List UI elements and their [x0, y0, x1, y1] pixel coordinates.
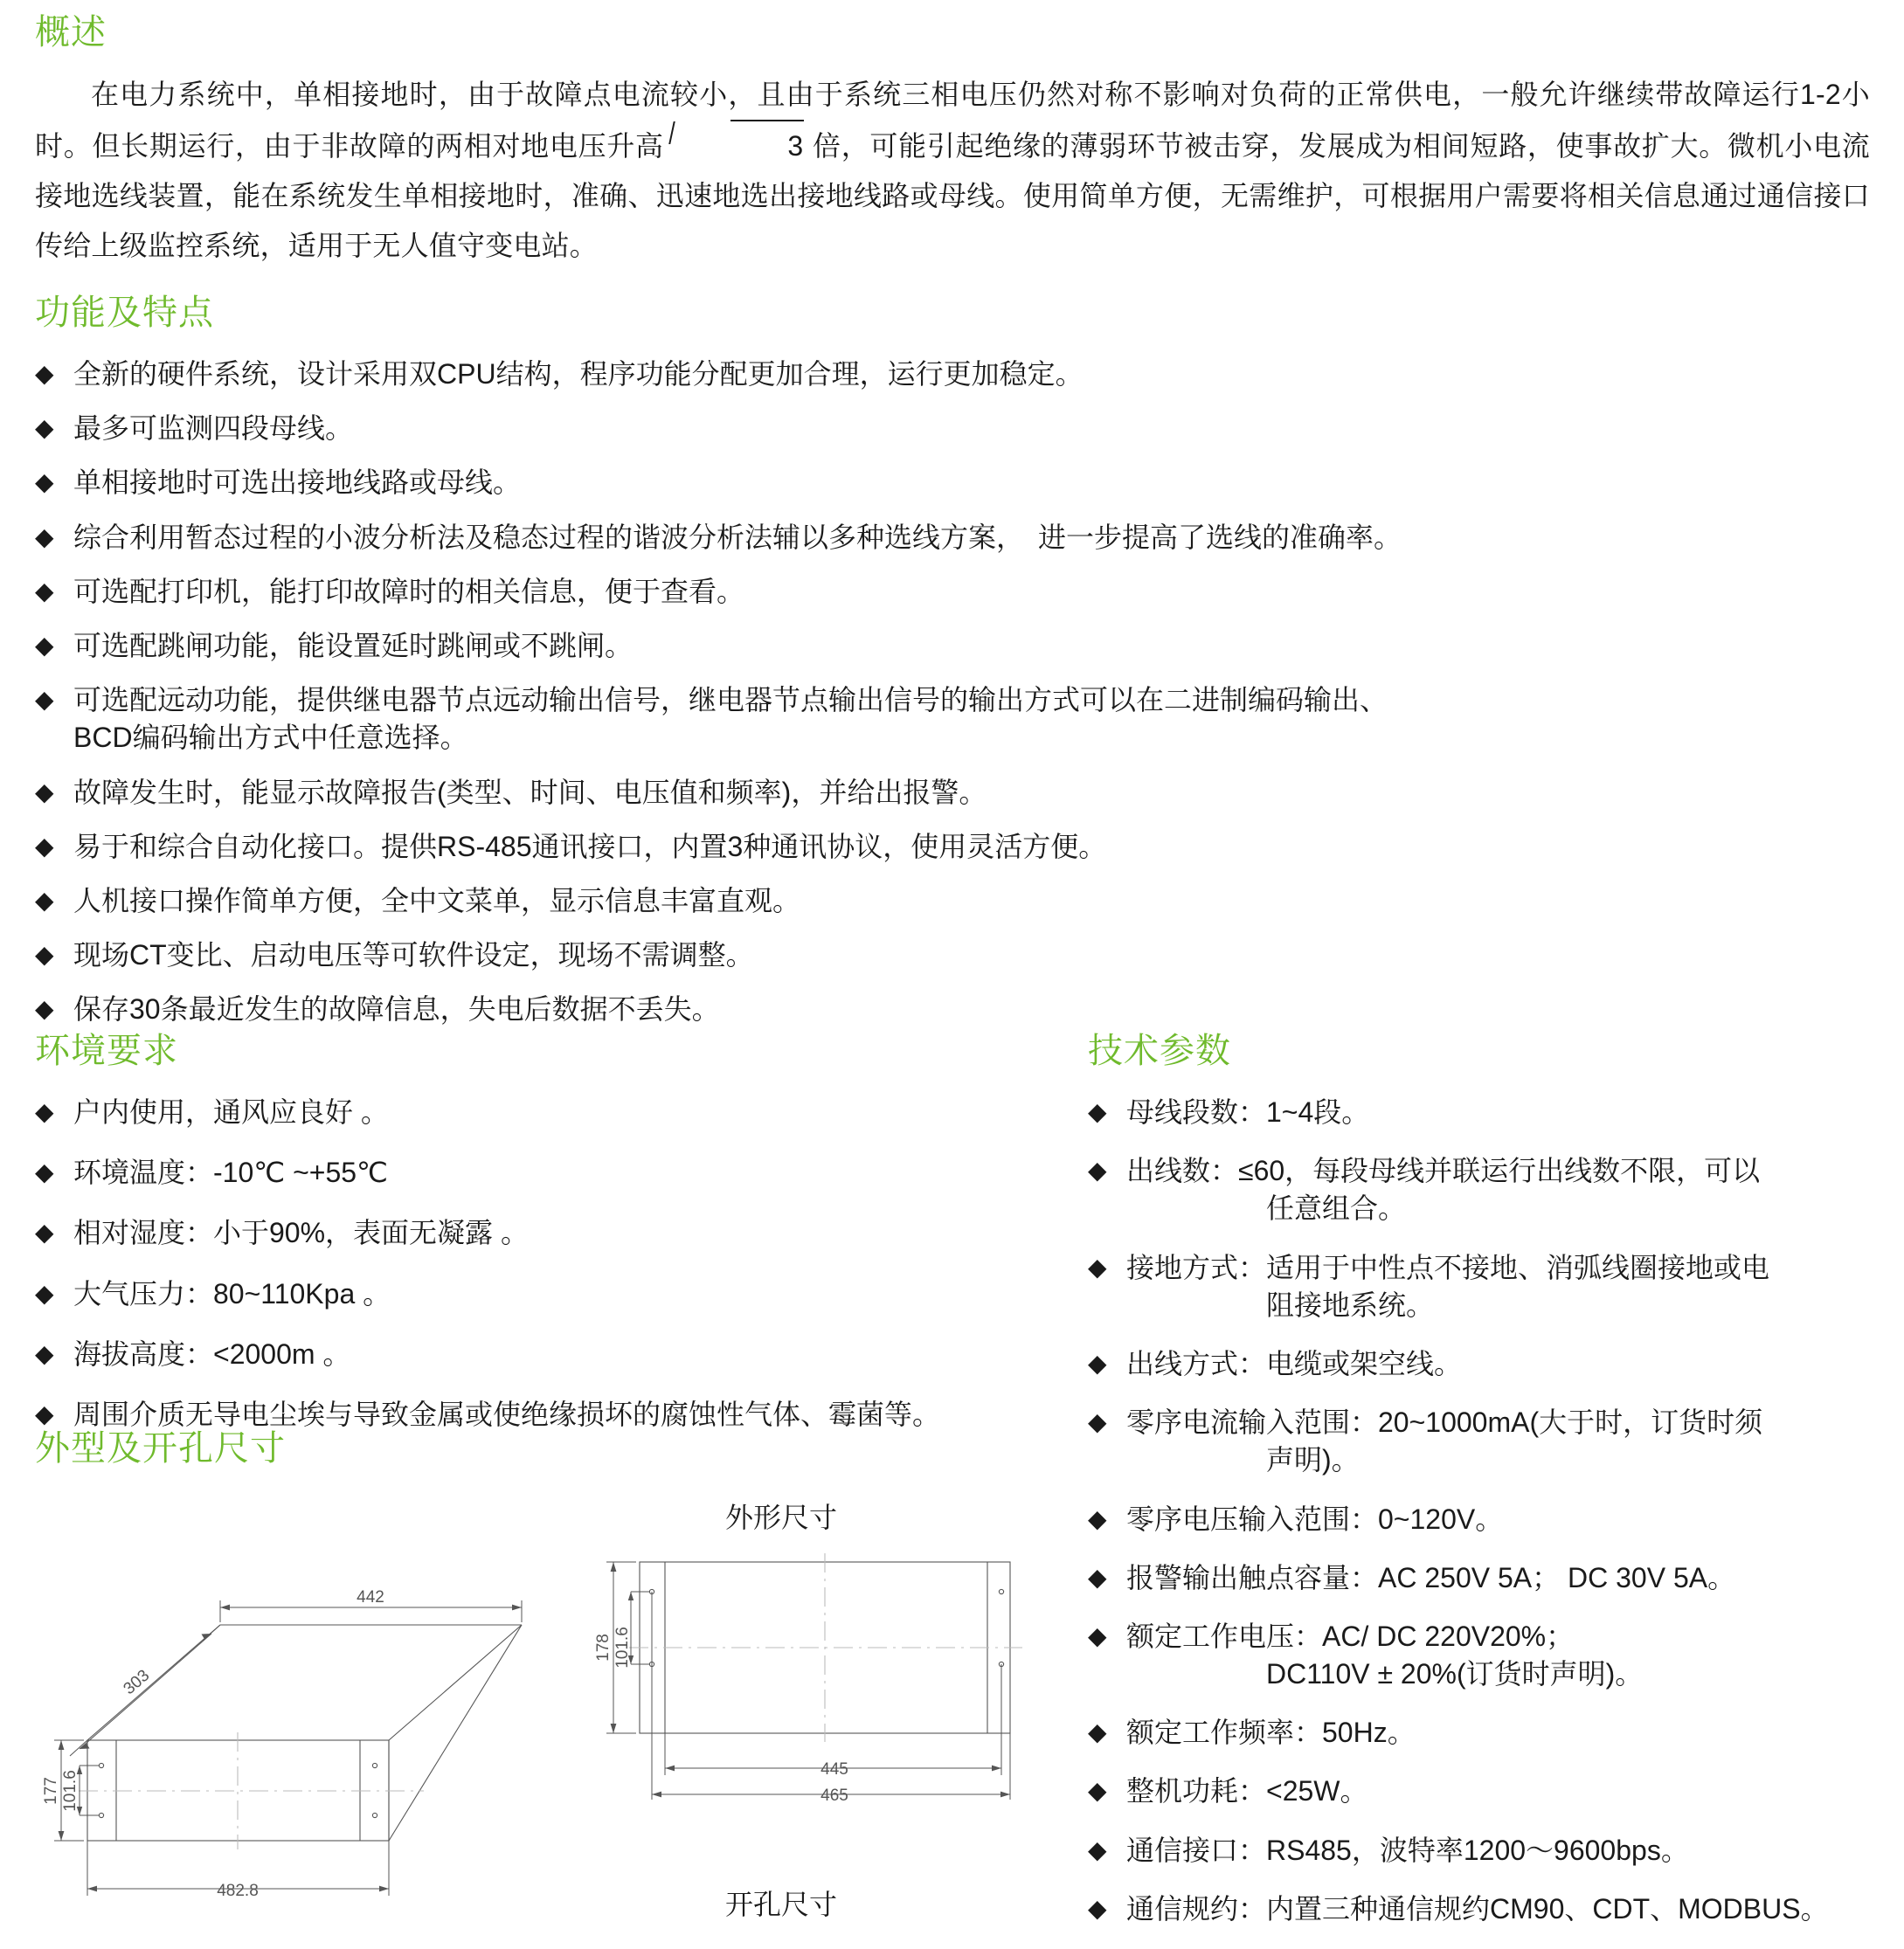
list-item-line: 可选配远动功能，提供继电器节点远动输出信号，继电器节点输出信号的输出方式可以在二进制编码输出、 [73, 684, 1388, 716]
sqrt-radicand: 3 [730, 120, 804, 171]
iso-hole-br [372, 1813, 377, 1817]
iso-centre-lines [79, 1732, 424, 1849]
list-item [1088, 1559, 1874, 1597]
list-item-line: 相对湿度：小于90%，表面无凝露 。 [73, 1217, 529, 1249]
list-item [35, 1275, 1049, 1313]
diamond-bullet-icon: ◆ [35, 778, 54, 805]
list-item-line: 母线段数：1~4段。 [1126, 1096, 1370, 1128]
list-item [35, 464, 1870, 501]
list-item [1088, 1404, 1874, 1479]
overview-text-part1: 在电力系统中，单相接地时，由于故障点电流较小，且由于系统三相电压仍然对称不影响对负荷的正常供电，一般允许继续带故障运行1-2小时。但长期运行，由于非故障的两相对地电压升高 [35, 79, 1870, 162]
techparams-heading: 技术参数 [1088, 1032, 1231, 1070]
list-item-line: 整机功耗：<25W。 [1126, 1775, 1368, 1807]
list-item-line: 通信规约：内置三种通信规约CM90、CDT、MODBUS。 [1126, 1892, 1829, 1925]
list-item-line: 海拔高度：<2000m 。 [73, 1337, 351, 1370]
iso-dim-442: 442 [357, 1588, 384, 1607]
list-item-line-wrap: DC110V ± 20%(订货时声明)。 [1266, 1658, 1644, 1690]
list-item-line: 综合利用暂态过程的小波分析法及稳态过程的谐波分析法辅以多种选线方案， 进一步提高了选线的准确率。 [73, 521, 1402, 553]
panel-centre-lines [629, 1553, 1022, 1742]
panel-dim-101-6: 101.6 [613, 1627, 632, 1669]
list-item [35, 573, 1870, 611]
list-item-line: 接地方式：适用于中性点不接地、消弧线圈接地或电 [1126, 1251, 1770, 1283]
list-item [35, 627, 1870, 665]
diamond-bullet-icon: ◆ [35, 414, 54, 442]
list-item [1088, 1773, 1874, 1810]
diamond-bullet-icon: ◆ [35, 1158, 54, 1186]
dimensions-heading: 外型及开孔尺寸 [35, 1429, 286, 1468]
list-item [35, 774, 1870, 812]
diamond-bullet-icon: ◆ [35, 832, 54, 860]
iso-dimension-lines [54, 1600, 522, 1896]
list-item [35, 681, 1870, 757]
iso-dim-482-8: 482.8 [217, 1882, 259, 1900]
list-item [35, 1336, 1049, 1373]
list-item [35, 882, 1870, 920]
list-item-line: 故障发生时，能显示故障报告(类型、时间、电压值和频率)，并给出报警。 [73, 776, 987, 808]
diamond-bullet-icon: ◆ [1088, 1894, 1107, 1922]
diamond-bullet-icon: ◆ [35, 995, 54, 1023]
diamond-bullet-icon: ◆ [35, 1279, 54, 1307]
list-item-line: 额定工作电压：AC/ DC 220V20%； [1126, 1620, 1575, 1652]
list-item-line: 最多可监测四段母线。 [73, 412, 354, 445]
list-item-line: 户内使用，通风应良好 。 [73, 1096, 389, 1128]
technical-drawings [26, 1485, 1075, 1922]
panel-dim-445: 445 [820, 1760, 848, 1779]
diamond-bullet-icon: ◆ [1088, 1835, 1107, 1863]
features-heading: 功能及特点 [35, 294, 214, 332]
list-item [35, 991, 1870, 1028]
list-item-line: 出线数：≤60，每段母线并联运行出线数不限，可以 [1126, 1155, 1761, 1187]
overview-paragraph [35, 70, 1870, 271]
environment-heading: 环境要求 [35, 1032, 178, 1070]
diamond-bullet-icon: ◆ [35, 631, 54, 659]
diamond-bullet-icon: ◆ [35, 468, 54, 496]
list-item-line-wrap: 声明)。 [1266, 1444, 1360, 1476]
list-item-line: 全新的硬件系统，设计采用双CPU结构，程序功能分配更加合理，运行更加稳定。 [73, 358, 1084, 390]
list-item-line: 零序电流输入范围：20~1000mA(大于时，订货时须 [1126, 1406, 1763, 1439]
iso-hole-tr [372, 1763, 377, 1767]
list-item-line: 现场CT变比、启动电压等可软件设定，现场不需调整。 [73, 939, 754, 971]
list-item-line: 额定工作频率：50Hz。 [1126, 1717, 1416, 1749]
list-item-line: 周围介质无导电尘埃与导致金属或使绝缘损坏的腐蚀性气体、霉菌等。 [73, 1398, 941, 1430]
list-item [1088, 1832, 1874, 1870]
diamond-bullet-icon: ◆ [1088, 1408, 1107, 1436]
panel-hole-tr [999, 1589, 1003, 1593]
environment-section [35, 1031, 1049, 1456]
diamond-bullet-icon: ◆ [35, 886, 54, 914]
features-section [35, 293, 1870, 1045]
diamond-bullet-icon: ◆ [35, 686, 54, 714]
diamond-bullet-icon: ◆ [1088, 1349, 1107, 1377]
diamond-bullet-icon: ◆ [35, 1339, 54, 1367]
iso-hole-bl [99, 1813, 103, 1817]
list-item-line: 环境温度：-10℃ ~+55℃ [73, 1157, 388, 1189]
diamond-bullet-icon: ◆ [1088, 1098, 1107, 1125]
list-item [35, 1214, 1049, 1252]
diamond-bullet-icon: ◆ [1088, 1563, 1107, 1591]
list-item-line: 出线方式：电缆或架空线。 [1126, 1347, 1463, 1379]
diamond-bullet-icon: ◆ [1088, 1157, 1107, 1185]
list-item [1088, 1094, 1874, 1131]
sqrt-symbol [672, 120, 804, 171]
isometric-drawing [79, 1625, 522, 1849]
diamond-bullet-icon: ◆ [1088, 1621, 1107, 1649]
diamond-bullet-icon: ◆ [35, 577, 54, 605]
list-item-line: 保存30条最近发生的故障信息，失电后数据不丢失。 [73, 993, 720, 1026]
panel-dim-465: 465 [820, 1787, 848, 1805]
list-item-line-wrap: 任意组合。 [1266, 1192, 1407, 1225]
panel-drawing [629, 1553, 1022, 1742]
list-item [1088, 1714, 1874, 1752]
list-item [35, 1154, 1049, 1192]
overview-section [35, 12, 1870, 299]
techparams-section [1088, 1031, 1874, 1949]
iso-dim-303: 303 [120, 1666, 154, 1699]
diamond-bullet-icon: ◆ [35, 1400, 54, 1427]
list-item [35, 828, 1870, 866]
list-item [35, 356, 1870, 393]
list-item [1088, 1249, 1874, 1324]
list-item-line: 可选配跳闸功能，能设置延时跳闸或不跳闸。 [73, 629, 634, 661]
list-item [1088, 1501, 1874, 1538]
diamond-bullet-icon: ◆ [35, 941, 54, 969]
overview-text-part2: 倍，可能引起绝缘的薄弱环节被击穿，发展成为相间短路，使事故扩大。微机小电流接地选线装置，能在系统发生单相接地时，准确、迅速地选出接地线路或母线。使用简单方便，无需维护，可根据用户需要将相关信息通过通信接口传给上级监控系统，适用于无人值守变电站。 [35, 130, 1871, 261]
list-item-line-wrap: BCD编码输出方式中任意选择。 [73, 722, 468, 754]
diamond-bullet-icon: ◆ [1088, 1718, 1107, 1746]
list-item-line: 通信接口：RS485，波特率1200～9600bps。 [1126, 1834, 1689, 1866]
iso-hole-tl [99, 1763, 103, 1767]
diamond-bullet-icon: ◆ [1088, 1253, 1107, 1281]
list-item [1088, 1618, 1874, 1693]
list-item [35, 519, 1870, 556]
panel-dimension-lines [606, 1562, 1010, 1800]
list-item-line: 易于和综合自动化接口。提供RS-485通讯接口，内置3种通讯协议，使用灵活方便。 [73, 830, 1107, 862]
list-item-line: 大气压力：80~110Kpa 。 [73, 1277, 391, 1310]
features-list [35, 356, 1870, 1028]
list-item-line: 人机接口操作简单方便，全中文菜单，显示信息丰富直观。 [73, 884, 801, 916]
environment-list [35, 1094, 1049, 1434]
list-item [1088, 1345, 1874, 1383]
diamond-bullet-icon: ◆ [35, 1098, 54, 1125]
diamond-bullet-icon: ◆ [35, 1219, 54, 1247]
list-item [1088, 1890, 1874, 1928]
overview-heading: 概述 [35, 13, 107, 52]
panel-dim-178: 178 [594, 1634, 613, 1662]
list-item-line: 报警输出触点容量：AC 250V 5A； DC 30V 5A。 [1126, 1561, 1736, 1593]
diamond-bullet-icon: ◆ [1088, 1777, 1107, 1805]
list-item-line: 单相接地时可选出接地线路或母线。 [73, 467, 522, 499]
list-item-line: 零序电压输入范围：0~120V。 [1126, 1503, 1504, 1535]
drawings-svg [26, 1485, 1075, 1922]
list-item [35, 936, 1870, 974]
outline-drawing-caption: 外形尺寸 [725, 1502, 838, 1533]
diamond-bullet-icon: ◆ [35, 522, 54, 550]
techparams-list [1088, 1094, 1874, 1928]
iso-dim-101-6: 101.6 [61, 1770, 80, 1812]
list-item [1088, 1152, 1874, 1227]
list-item-line-wrap: 阻接地系统。 [1266, 1289, 1435, 1321]
iso-dim-177: 177 [42, 1777, 60, 1805]
diamond-bullet-icon: ◆ [35, 360, 54, 387]
diamond-bullet-icon: ◆ [1088, 1504, 1107, 1532]
list-item-line: 可选配打印机，能打印故障时的相关信息，便于查看。 [73, 575, 745, 607]
cutout-drawing-caption: 开孔尺寸 [725, 1889, 838, 1920]
list-item [35, 1094, 1049, 1131]
list-item [35, 410, 1870, 447]
dimensions-section [35, 1428, 1066, 1469]
